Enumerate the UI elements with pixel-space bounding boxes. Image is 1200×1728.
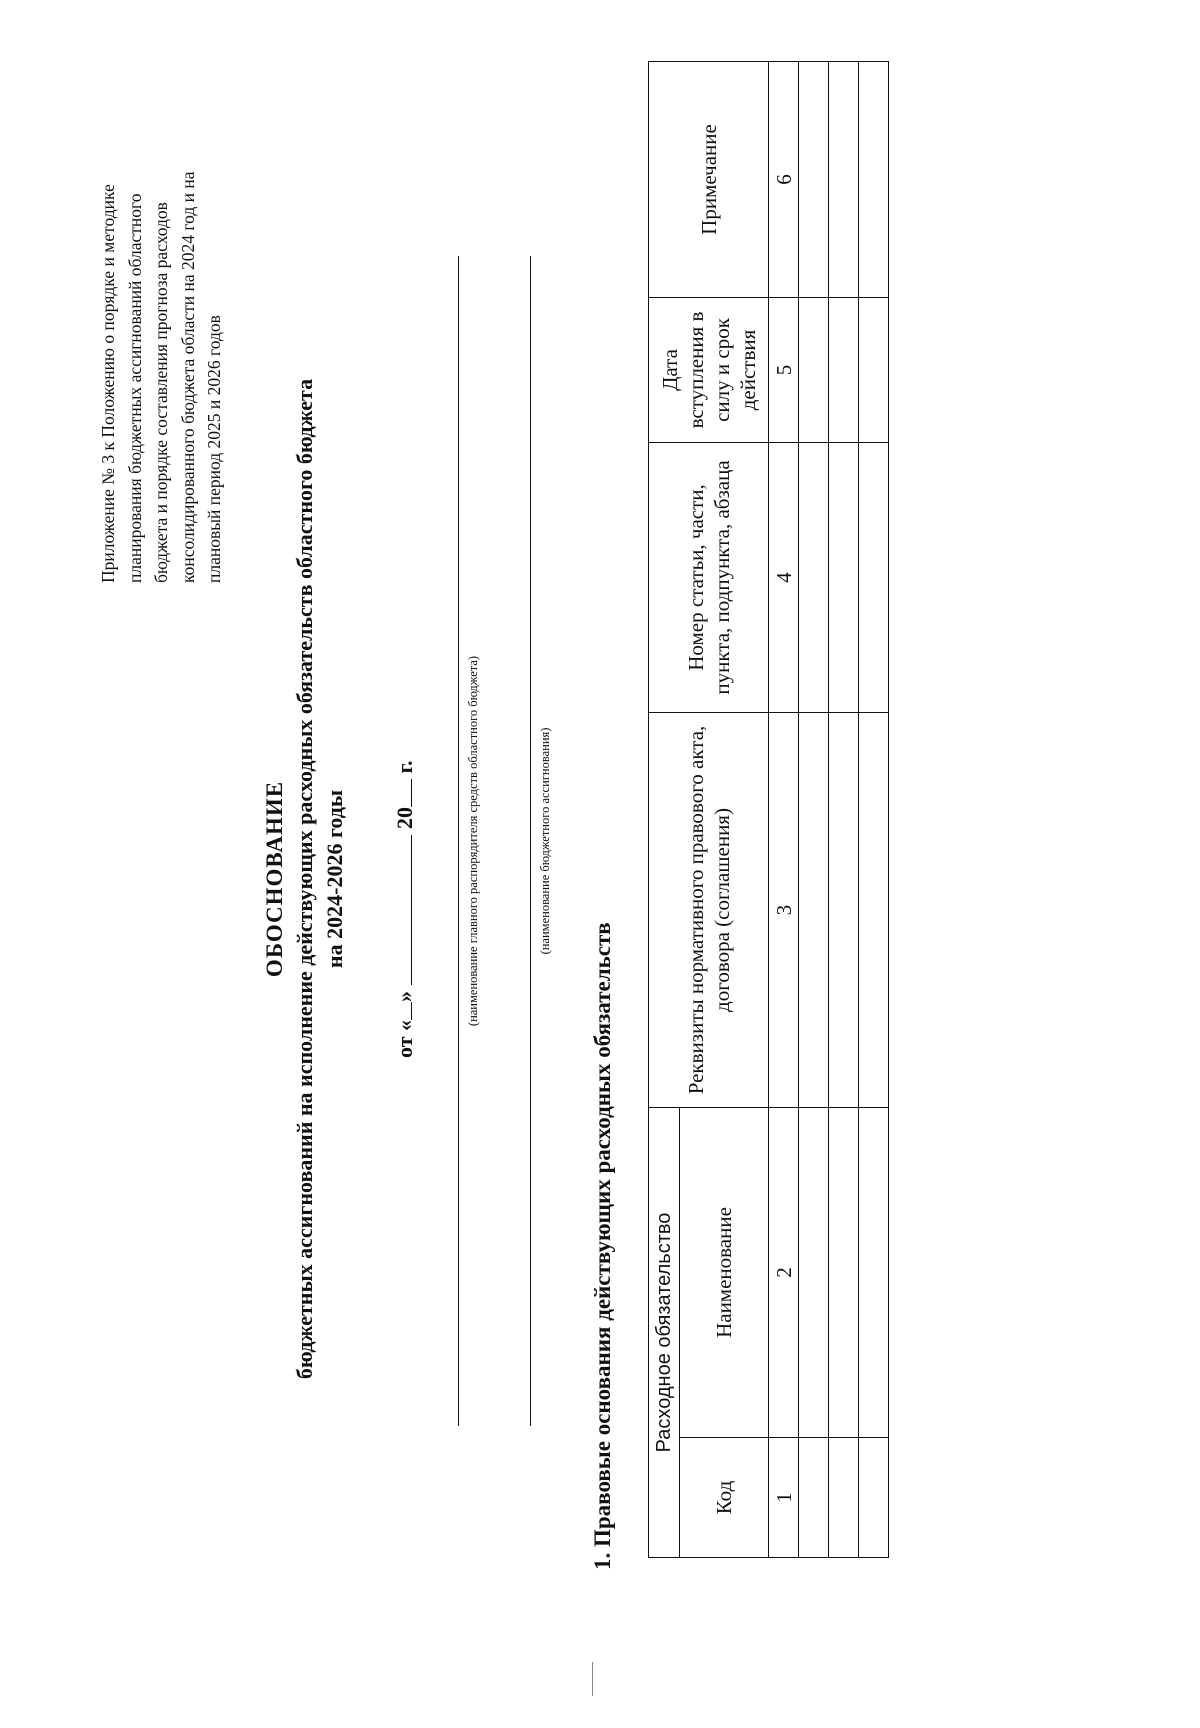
column-header: Код [680, 1438, 769, 1558]
table-cell[interactable] [859, 297, 889, 442]
table-row [799, 61, 829, 1557]
day-blank[interactable] [393, 1002, 412, 1020]
table-cell[interactable] [799, 1107, 829, 1437]
table-cell[interactable] [829, 1107, 859, 1437]
column-header: Реквизиты нормативного правового акта, договора (соглашения) [649, 712, 769, 1107]
table-cell[interactable] [829, 712, 859, 1107]
table-cell[interactable] [859, 442, 889, 712]
appendix-note [95, 83, 228, 583]
column-header: Примечание [649, 61, 769, 297]
appendix-line: планирования бюджетных ассигнований областного [124, 193, 145, 583]
column-header: Номер статьи, части, пункта, подпункта, абзаца [649, 442, 769, 712]
table-row [829, 61, 859, 1557]
appendix-line: бюджета и порядке составления прогноза расходов [151, 202, 171, 583]
table-header-row [649, 61, 680, 1557]
column-number: 5 [769, 297, 799, 442]
date-mid: » [392, 990, 417, 1002]
distributor-name-line[interactable] [458, 256, 459, 1426]
appendix-line: плановый период 2025 и 2026 годов [204, 315, 224, 583]
date-year: 20 [392, 806, 417, 829]
column-number-row [769, 61, 799, 1557]
date-prefix: от « [392, 1019, 417, 1058]
allocation-name-line[interactable] [530, 256, 531, 1426]
column-number: 4 [769, 442, 799, 712]
table-cell[interactable] [829, 297, 859, 442]
legal-basis-table [648, 61, 889, 1558]
document-title: ОБОСНОВАНИЕ [262, 780, 287, 978]
column-number: 1 [769, 1438, 799, 1558]
column-header: Наименование [680, 1107, 769, 1437]
column-number: 3 [769, 712, 799, 1107]
column-header: Дата вступления в силу и срок действия [649, 297, 769, 442]
appendix-line: консолидированного бюджета области на 2024 год и на [177, 171, 198, 583]
document-period: на 2024-2026 годы [322, 789, 347, 969]
section-heading: 1. Правовые основания действующих расходных обязательств [590, 922, 615, 1570]
table-cell[interactable] [859, 1107, 889, 1437]
table-cell[interactable] [799, 297, 829, 442]
table-cell[interactable] [799, 1438, 829, 1558]
table-cell[interactable] [829, 61, 859, 297]
table-row [859, 61, 889, 1557]
group-header-cell: Расходное обязательство [649, 1107, 680, 1557]
table-cell[interactable] [799, 442, 829, 712]
table-cell[interactable] [859, 712, 889, 1107]
column-number: 2 [769, 1107, 799, 1437]
page-edge-mark [592, 1662, 593, 1696]
allocation-caption: (наименование бюджетного ассигнования) [538, 727, 552, 955]
document-subtitle: бюджетных ассигнований на исполнение действующих расходных обязательств областного бюджета [292, 378, 317, 1380]
table-cell[interactable] [799, 61, 829, 297]
table-cell[interactable] [829, 1438, 859, 1558]
distributor-caption: (наименование главного распорядителя средств областного бюджета) [466, 655, 480, 1027]
table-cell[interactable] [799, 712, 829, 1107]
table-cell[interactable] [829, 442, 859, 712]
month-blank[interactable] [393, 835, 412, 985]
date-line [392, 760, 418, 1058]
date-suffix: г. [392, 760, 417, 774]
appendix-line: Приложение № 3 к Положению о порядке и методике [98, 184, 118, 583]
table-cell[interactable] [859, 61, 889, 297]
column-number: 6 [769, 61, 799, 297]
table-cell[interactable] [859, 1438, 889, 1558]
year-blank[interactable] [393, 779, 412, 807]
